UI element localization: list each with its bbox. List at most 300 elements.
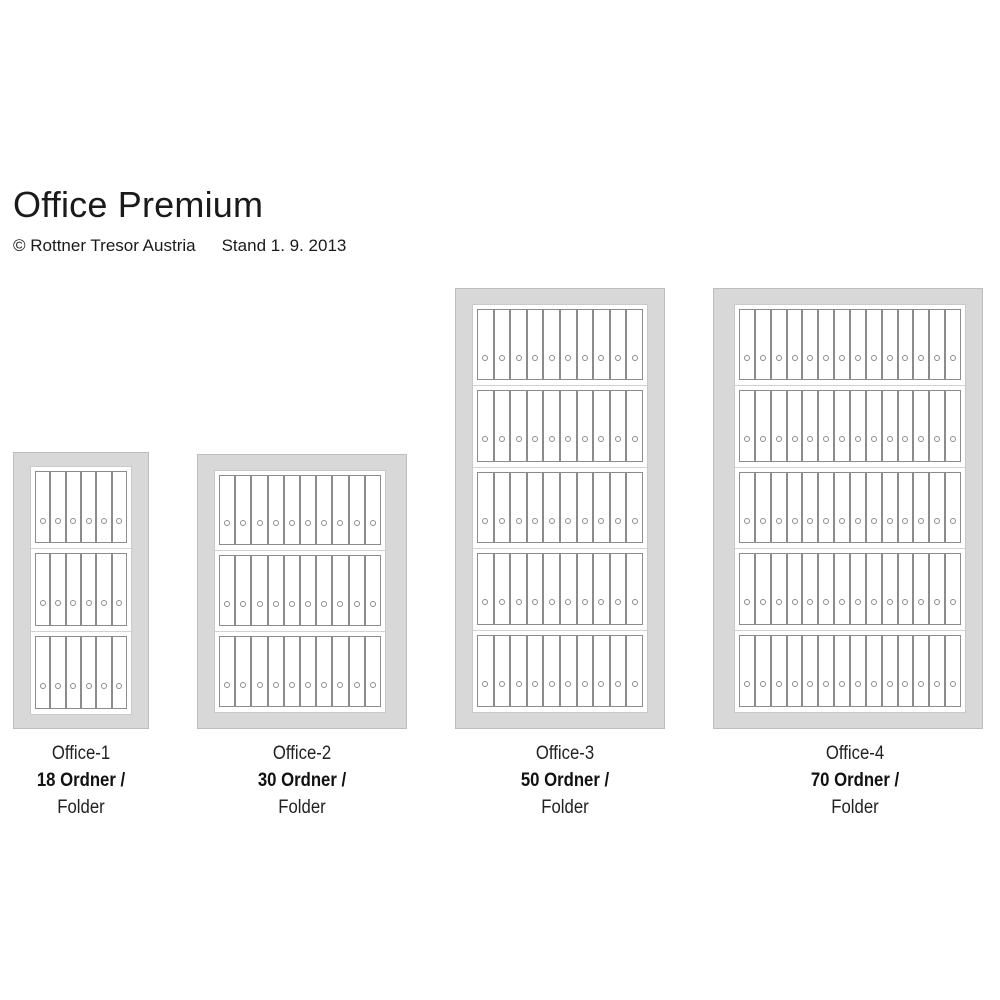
folder-unit: Folder — [57, 797, 105, 818]
folder-ring-icon — [934, 599, 940, 605]
folder — [787, 553, 803, 624]
folder — [268, 636, 284, 707]
folder — [477, 390, 494, 461]
folder-ring-icon — [55, 518, 61, 524]
folder-ring-icon — [532, 355, 538, 361]
folder-ring-icon — [615, 436, 621, 442]
folder — [739, 472, 755, 543]
stand-date: Stand 1. 9. 2013 — [221, 236, 347, 255]
folder-ring-icon — [823, 518, 829, 524]
folder — [913, 472, 929, 543]
folder — [219, 475, 235, 545]
folder — [866, 635, 882, 707]
folder — [787, 309, 803, 380]
safe-office-3 — [455, 288, 665, 729]
folder — [494, 472, 511, 543]
folder — [913, 309, 929, 380]
folder — [739, 635, 755, 707]
folder — [50, 553, 65, 625]
shelf — [215, 471, 385, 551]
folder-ring-icon — [792, 355, 798, 361]
folder — [771, 390, 787, 461]
folder — [945, 635, 961, 707]
folder-ring-icon — [482, 518, 488, 524]
shelf — [735, 549, 965, 630]
folder — [365, 475, 381, 545]
folder — [527, 635, 544, 707]
model-name: Office-4 — [825, 743, 885, 764]
folder — [365, 636, 381, 707]
folder-ring-icon — [839, 599, 845, 605]
folder-ring-icon — [807, 518, 813, 524]
folder-ring-icon — [902, 436, 908, 442]
folder-ring-icon — [70, 600, 76, 606]
folder — [929, 553, 945, 624]
folder-ring-icon — [871, 518, 877, 524]
folder — [626, 390, 643, 461]
folder — [35, 471, 50, 543]
folder — [235, 636, 251, 707]
folder-ring-icon — [598, 518, 604, 524]
folder-ring-icon — [760, 681, 766, 687]
folder — [35, 636, 50, 709]
folder — [577, 635, 594, 707]
folder-ring-icon — [499, 599, 505, 605]
shelf — [473, 468, 647, 549]
folder-ring-icon — [482, 355, 488, 361]
folder-ring-icon — [615, 681, 621, 687]
folder — [477, 472, 494, 543]
folder — [818, 390, 834, 461]
shelf — [31, 632, 131, 714]
folder — [850, 472, 866, 543]
folder-ring-icon — [532, 681, 538, 687]
folder — [284, 555, 300, 625]
folder — [945, 553, 961, 624]
folder — [739, 309, 755, 380]
folder-ring-icon — [871, 599, 877, 605]
folder-ring-icon — [855, 599, 861, 605]
folder — [112, 553, 127, 625]
folder — [300, 475, 316, 545]
folder — [850, 635, 866, 707]
folder — [755, 390, 771, 461]
shelf — [473, 305, 647, 386]
folder — [610, 635, 627, 707]
folder-ring-icon — [934, 681, 940, 687]
folder — [898, 472, 914, 543]
folder-ring-icon — [273, 601, 279, 607]
folder-count: 70 Ordner / — [810, 770, 900, 791]
folder-ring-icon — [337, 520, 343, 526]
folder-ring-icon — [823, 681, 829, 687]
folder-ring-icon — [855, 355, 861, 361]
folder — [96, 636, 111, 709]
folder-ring-icon — [499, 355, 505, 361]
folder — [527, 553, 544, 624]
folder-ring-icon — [273, 682, 279, 688]
folder-ring-icon — [902, 681, 908, 687]
folder-ring-icon — [321, 601, 327, 607]
folder — [929, 635, 945, 707]
folder-ring-icon — [532, 436, 538, 442]
folder — [593, 472, 610, 543]
caption-office-3 — [477, 740, 653, 821]
safe-office-2 — [197, 454, 407, 729]
folder-ring-icon — [289, 601, 295, 607]
folder — [50, 636, 65, 709]
folder — [577, 309, 594, 380]
folder-ring-icon — [823, 436, 829, 442]
folder — [494, 635, 511, 707]
folder — [510, 472, 527, 543]
folder-ring-icon — [934, 436, 940, 442]
folder-ring-icon — [482, 599, 488, 605]
folder — [300, 555, 316, 625]
folder-ring-icon — [776, 518, 782, 524]
folder-ring-icon — [116, 600, 122, 606]
folder — [882, 309, 898, 380]
shelf — [215, 632, 385, 712]
folder-ring-icon — [305, 682, 311, 688]
folder-ring-icon — [792, 599, 798, 605]
safe-interior — [214, 470, 386, 713]
folder-ring-icon — [615, 355, 621, 361]
model-name: Office-2 — [272, 743, 332, 764]
folder-ring-icon — [760, 355, 766, 361]
folder-count: 18 Ordner / — [36, 770, 126, 791]
folder-ring-icon — [776, 599, 782, 605]
folder-ring-icon — [321, 520, 327, 526]
folder — [593, 390, 610, 461]
folder — [543, 309, 560, 380]
folder-ring-icon — [289, 520, 295, 526]
folder — [802, 635, 818, 707]
folder — [543, 472, 560, 543]
folder-ring-icon — [934, 355, 940, 361]
folder-ring-icon — [582, 681, 588, 687]
folder — [332, 475, 348, 545]
folder — [866, 390, 882, 461]
folder-ring-icon — [240, 682, 246, 688]
folder-ring-icon — [40, 683, 46, 689]
folder — [626, 635, 643, 707]
folder-ring-icon — [792, 518, 798, 524]
folder-ring-icon — [934, 518, 940, 524]
folder — [945, 309, 961, 380]
folder — [787, 390, 803, 461]
folder — [755, 309, 771, 380]
folder — [755, 472, 771, 543]
folder — [349, 555, 365, 625]
folder — [577, 390, 594, 461]
folder — [219, 636, 235, 707]
folder-ring-icon — [101, 683, 107, 689]
folder-ring-icon — [792, 681, 798, 687]
folder — [834, 309, 850, 380]
folder-ring-icon — [40, 518, 46, 524]
folder-ring-icon — [598, 599, 604, 605]
folder — [560, 390, 577, 461]
folder-ring-icon — [632, 599, 638, 605]
folder-ring-icon — [224, 682, 230, 688]
folder-ring-icon — [887, 681, 893, 687]
folder — [96, 471, 111, 543]
folder — [898, 390, 914, 461]
folder — [251, 636, 267, 707]
folder — [802, 309, 818, 380]
shelf — [31, 467, 131, 549]
folder — [349, 475, 365, 545]
folder — [316, 555, 332, 625]
folder-ring-icon — [116, 683, 122, 689]
folder-ring-icon — [598, 355, 604, 361]
folder — [818, 635, 834, 707]
folder-ring-icon — [516, 436, 522, 442]
folder — [527, 472, 544, 543]
folder — [112, 636, 127, 709]
folder — [802, 553, 818, 624]
folder — [834, 553, 850, 624]
folder-unit: Folder — [541, 797, 589, 818]
folder-ring-icon — [839, 355, 845, 361]
folder-ring-icon — [70, 518, 76, 524]
folder-ring-icon — [86, 600, 92, 606]
folder-ring-icon — [516, 355, 522, 361]
folder-ring-icon — [855, 518, 861, 524]
folder — [913, 390, 929, 461]
folder-ring-icon — [565, 681, 571, 687]
folder-ring-icon — [289, 682, 295, 688]
folder — [626, 553, 643, 624]
folder — [593, 553, 610, 624]
folder-ring-icon — [516, 599, 522, 605]
folder — [626, 309, 643, 380]
folder-ring-icon — [918, 355, 924, 361]
folder — [802, 390, 818, 461]
folder — [477, 553, 494, 624]
folder — [771, 553, 787, 624]
folder-count: 50 Ordner / — [520, 770, 610, 791]
folder — [543, 390, 560, 461]
folder — [560, 472, 577, 543]
folder-ring-icon — [321, 682, 327, 688]
folder — [81, 636, 96, 709]
folder-ring-icon — [354, 520, 360, 526]
folder-ring-icon — [482, 436, 488, 442]
folder — [945, 472, 961, 543]
folder — [882, 553, 898, 624]
folder-ring-icon — [516, 518, 522, 524]
folder-ring-icon — [40, 600, 46, 606]
folder-ring-icon — [240, 601, 246, 607]
folder — [866, 309, 882, 380]
folder — [610, 553, 627, 624]
subtitle — [13, 236, 346, 256]
folder — [577, 553, 594, 624]
folder-ring-icon — [86, 518, 92, 524]
folder-ring-icon — [918, 518, 924, 524]
folder — [755, 635, 771, 707]
folder-ring-icon — [305, 520, 311, 526]
caption-office-1 — [10, 740, 153, 821]
folder — [755, 553, 771, 624]
folder-ring-icon — [632, 681, 638, 687]
folder-ring-icon — [55, 683, 61, 689]
folder — [268, 475, 284, 545]
folder — [577, 472, 594, 543]
folder-ring-icon — [257, 601, 263, 607]
folder — [284, 636, 300, 707]
folder-ring-icon — [615, 518, 621, 524]
folder — [626, 472, 643, 543]
folder — [494, 553, 511, 624]
folder — [834, 390, 850, 461]
folder — [235, 555, 251, 625]
folder-ring-icon — [918, 436, 924, 442]
folder — [850, 309, 866, 380]
caption-office-2 — [214, 740, 390, 821]
folder-ring-icon — [887, 436, 893, 442]
folder-ring-icon — [549, 518, 555, 524]
folder-ring-icon — [950, 599, 956, 605]
folder-ring-icon — [776, 436, 782, 442]
folder — [235, 475, 251, 545]
folder-ring-icon — [499, 436, 505, 442]
folder-ring-icon — [902, 518, 908, 524]
folder-ring-icon — [632, 355, 638, 361]
model-name: Office-3 — [535, 743, 595, 764]
folder — [802, 472, 818, 543]
folder-ring-icon — [839, 436, 845, 442]
folder — [913, 553, 929, 624]
folder-ring-icon — [116, 518, 122, 524]
folder — [834, 635, 850, 707]
shelf — [473, 386, 647, 467]
folder-ring-icon — [337, 682, 343, 688]
safe-interior — [472, 304, 648, 713]
folder-ring-icon — [499, 518, 505, 524]
folder-ring-icon — [807, 436, 813, 442]
folder-unit: Folder — [278, 797, 326, 818]
shelf — [735, 468, 965, 549]
folder-ring-icon — [792, 436, 798, 442]
folder — [610, 390, 627, 461]
folder-ring-icon — [823, 599, 829, 605]
folder-ring-icon — [305, 601, 311, 607]
folder-ring-icon — [744, 518, 750, 524]
folder — [850, 553, 866, 624]
folder-ring-icon — [565, 436, 571, 442]
folder — [818, 309, 834, 380]
model-name: Office-1 — [51, 743, 111, 764]
folder — [866, 472, 882, 543]
folder-ring-icon — [370, 520, 376, 526]
folder — [929, 309, 945, 380]
folder-ring-icon — [950, 436, 956, 442]
folder — [316, 636, 332, 707]
folder-ring-icon — [354, 601, 360, 607]
folder — [510, 390, 527, 461]
folder-ring-icon — [744, 599, 750, 605]
folder-ring-icon — [918, 681, 924, 687]
folder — [739, 553, 755, 624]
folder — [834, 472, 850, 543]
folder — [349, 636, 365, 707]
safe-office-4 — [713, 288, 983, 729]
folder-ring-icon — [918, 599, 924, 605]
folder-ring-icon — [760, 436, 766, 442]
folder-ring-icon — [70, 683, 76, 689]
folder — [610, 472, 627, 543]
folder-ring-icon — [257, 682, 263, 688]
folder — [96, 553, 111, 625]
folder — [929, 472, 945, 543]
folder-ring-icon — [565, 518, 571, 524]
folder — [882, 472, 898, 543]
folder — [494, 309, 511, 380]
folder — [771, 472, 787, 543]
folder — [365, 555, 381, 625]
folder-ring-icon — [370, 682, 376, 688]
folder-ring-icon — [598, 436, 604, 442]
folder-ring-icon — [582, 518, 588, 524]
folder — [251, 475, 267, 545]
folder-ring-icon — [807, 599, 813, 605]
folder-ring-icon — [598, 681, 604, 687]
folder — [510, 635, 527, 707]
folder-ring-icon — [257, 520, 263, 526]
folder-ring-icon — [871, 436, 877, 442]
folder-ring-icon — [839, 518, 845, 524]
folder — [610, 309, 627, 380]
folder-ring-icon — [887, 599, 893, 605]
folder-ring-icon — [240, 520, 246, 526]
shelf — [735, 386, 965, 467]
folder-ring-icon — [744, 436, 750, 442]
folder — [560, 553, 577, 624]
caption-office-4 — [767, 740, 943, 821]
folder — [882, 390, 898, 461]
folder — [510, 309, 527, 380]
page-title: Office Premium — [13, 184, 264, 225]
folder-ring-icon — [744, 681, 750, 687]
folder — [81, 471, 96, 543]
folder — [332, 636, 348, 707]
shelf — [215, 551, 385, 631]
folder — [300, 636, 316, 707]
folder-ring-icon — [871, 681, 877, 687]
folder-count: 30 Ordner / — [257, 770, 347, 791]
folder — [284, 475, 300, 545]
folder-ring-icon — [101, 518, 107, 524]
copyright-text: © Rottner Tresor Austria — [13, 236, 196, 255]
folder-ring-icon — [776, 355, 782, 361]
folder — [477, 309, 494, 380]
folder-ring-icon — [582, 436, 588, 442]
folder-ring-icon — [549, 599, 555, 605]
folder-ring-icon — [354, 682, 360, 688]
folder — [771, 635, 787, 707]
folder-ring-icon — [807, 681, 813, 687]
folder — [477, 635, 494, 707]
folder-ring-icon — [337, 601, 343, 607]
folder-ring-icon — [887, 518, 893, 524]
folder — [560, 635, 577, 707]
folder — [219, 555, 235, 625]
folder-ring-icon — [370, 601, 376, 607]
folder-ring-icon — [776, 681, 782, 687]
